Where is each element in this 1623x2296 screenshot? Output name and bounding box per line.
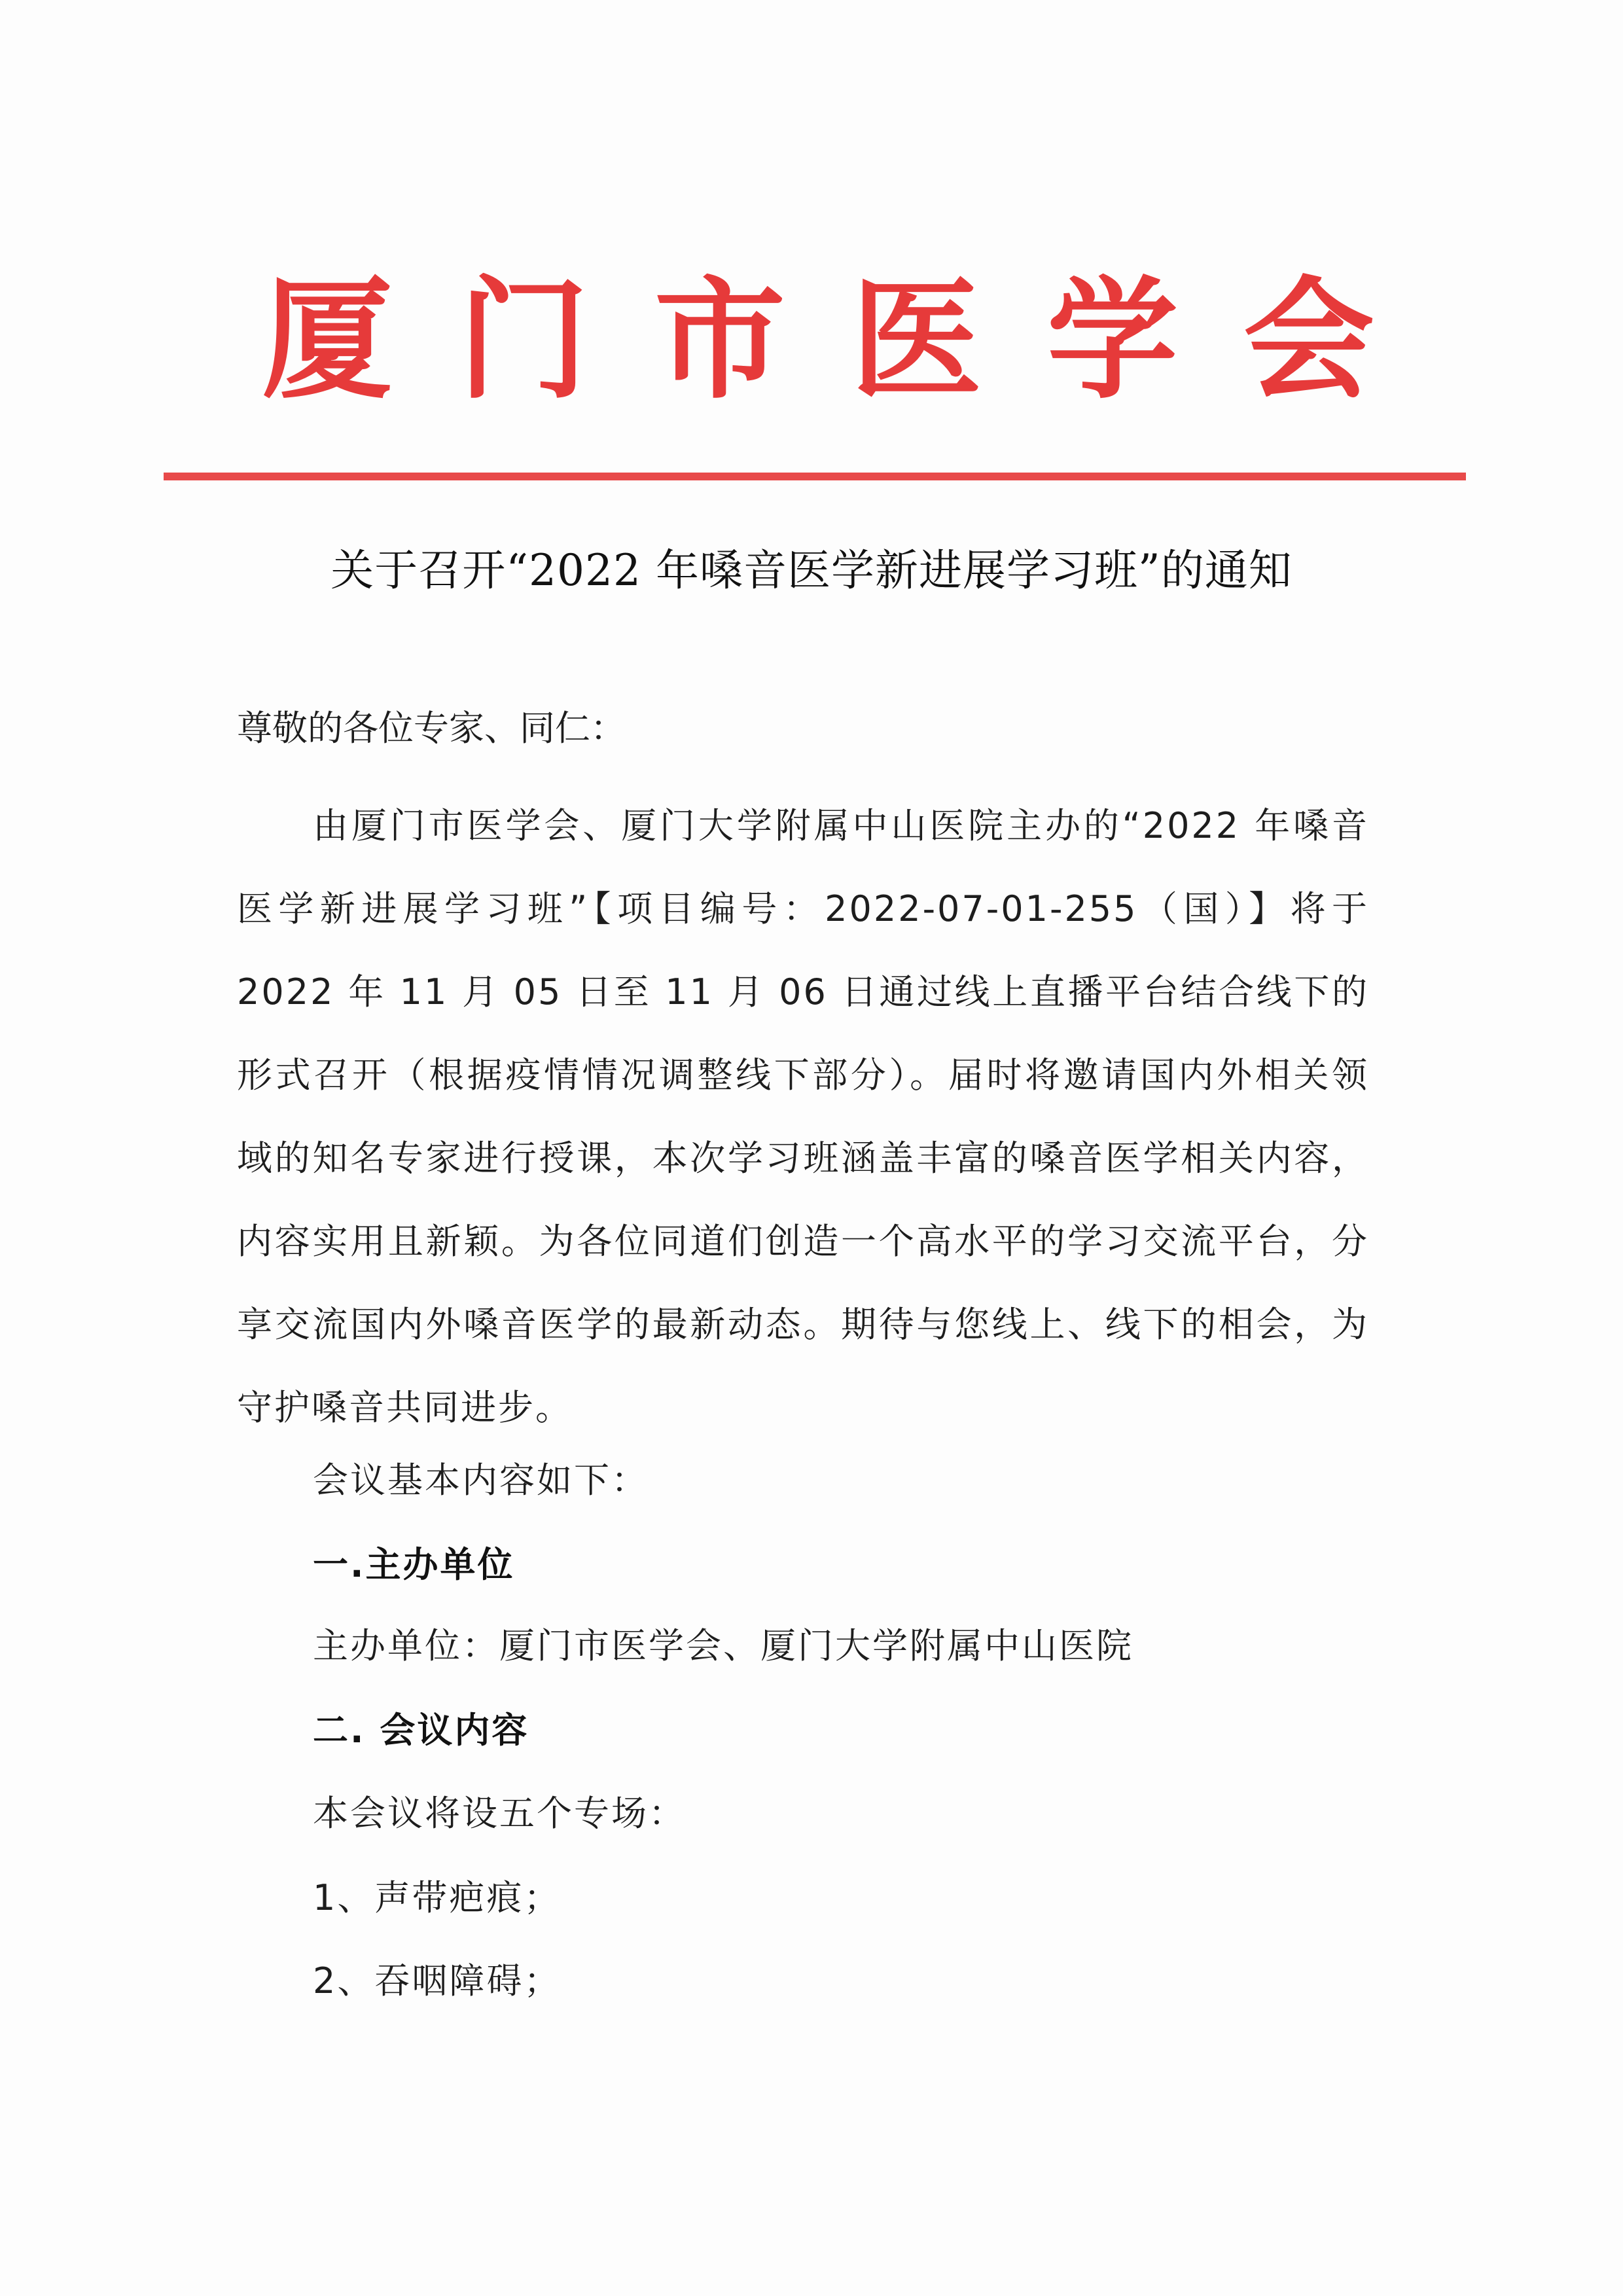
letterhead-char: 医 [850,263,982,417]
list-item: 1、声带疤痕； [313,1877,562,1918]
letterhead-char: 会 [1243,263,1374,417]
list-item: 2、吞咽障碍； [313,1960,562,2001]
content-intro-text: 本会议将设五个专场： [313,1793,686,1834]
section-heading-organizer: 一.主办单位 [313,1544,515,1585]
letterhead-divider [164,473,1466,480]
letterhead-char: 市 [654,263,785,417]
document-title: 关于召开“2022 年嗓音医学新进展学习班”的通知 [330,545,1293,596]
section-heading-content: 二. 会议内容 [313,1710,529,1751]
letterhead-char: 学 [1046,263,1178,417]
organizer-text: 主办单位：厦门市医学会、厦门大学附属中山医院 [313,1625,1133,1666]
letterhead-char: 门 [457,263,589,417]
letterhead-org-name [262,263,1374,417]
intro-paragraph: 由厦门市医学会、厦门大学附属中山医院主办的“2022 年嗓音医学新进展学习班”【项目编号：2022-07-01-255（国）】将于 2022 年 11 月 05 日至 11 月 06 日通过线上直播平台结合线下的形式召开（根据疫情情况调整线下部分）。届时将邀请国内外相关领域的知名专家进行授课，本次学习班涵盖丰富的嗓音医学相关内容，内容实用且新颖。为各位同道们创造一个高水平的学习交流平台，分享交流国内外嗓音医学的最新动态。期待与您线上、线下的相会，为守护嗓音共同进步。 [237,805,1369,1428]
letterhead-char: 厦 [262,263,393,417]
salutation: 尊敬的各位专家、同仁： [237,708,626,749]
basic-content-intro: 会议基本内容如下： [313,1460,649,1501]
